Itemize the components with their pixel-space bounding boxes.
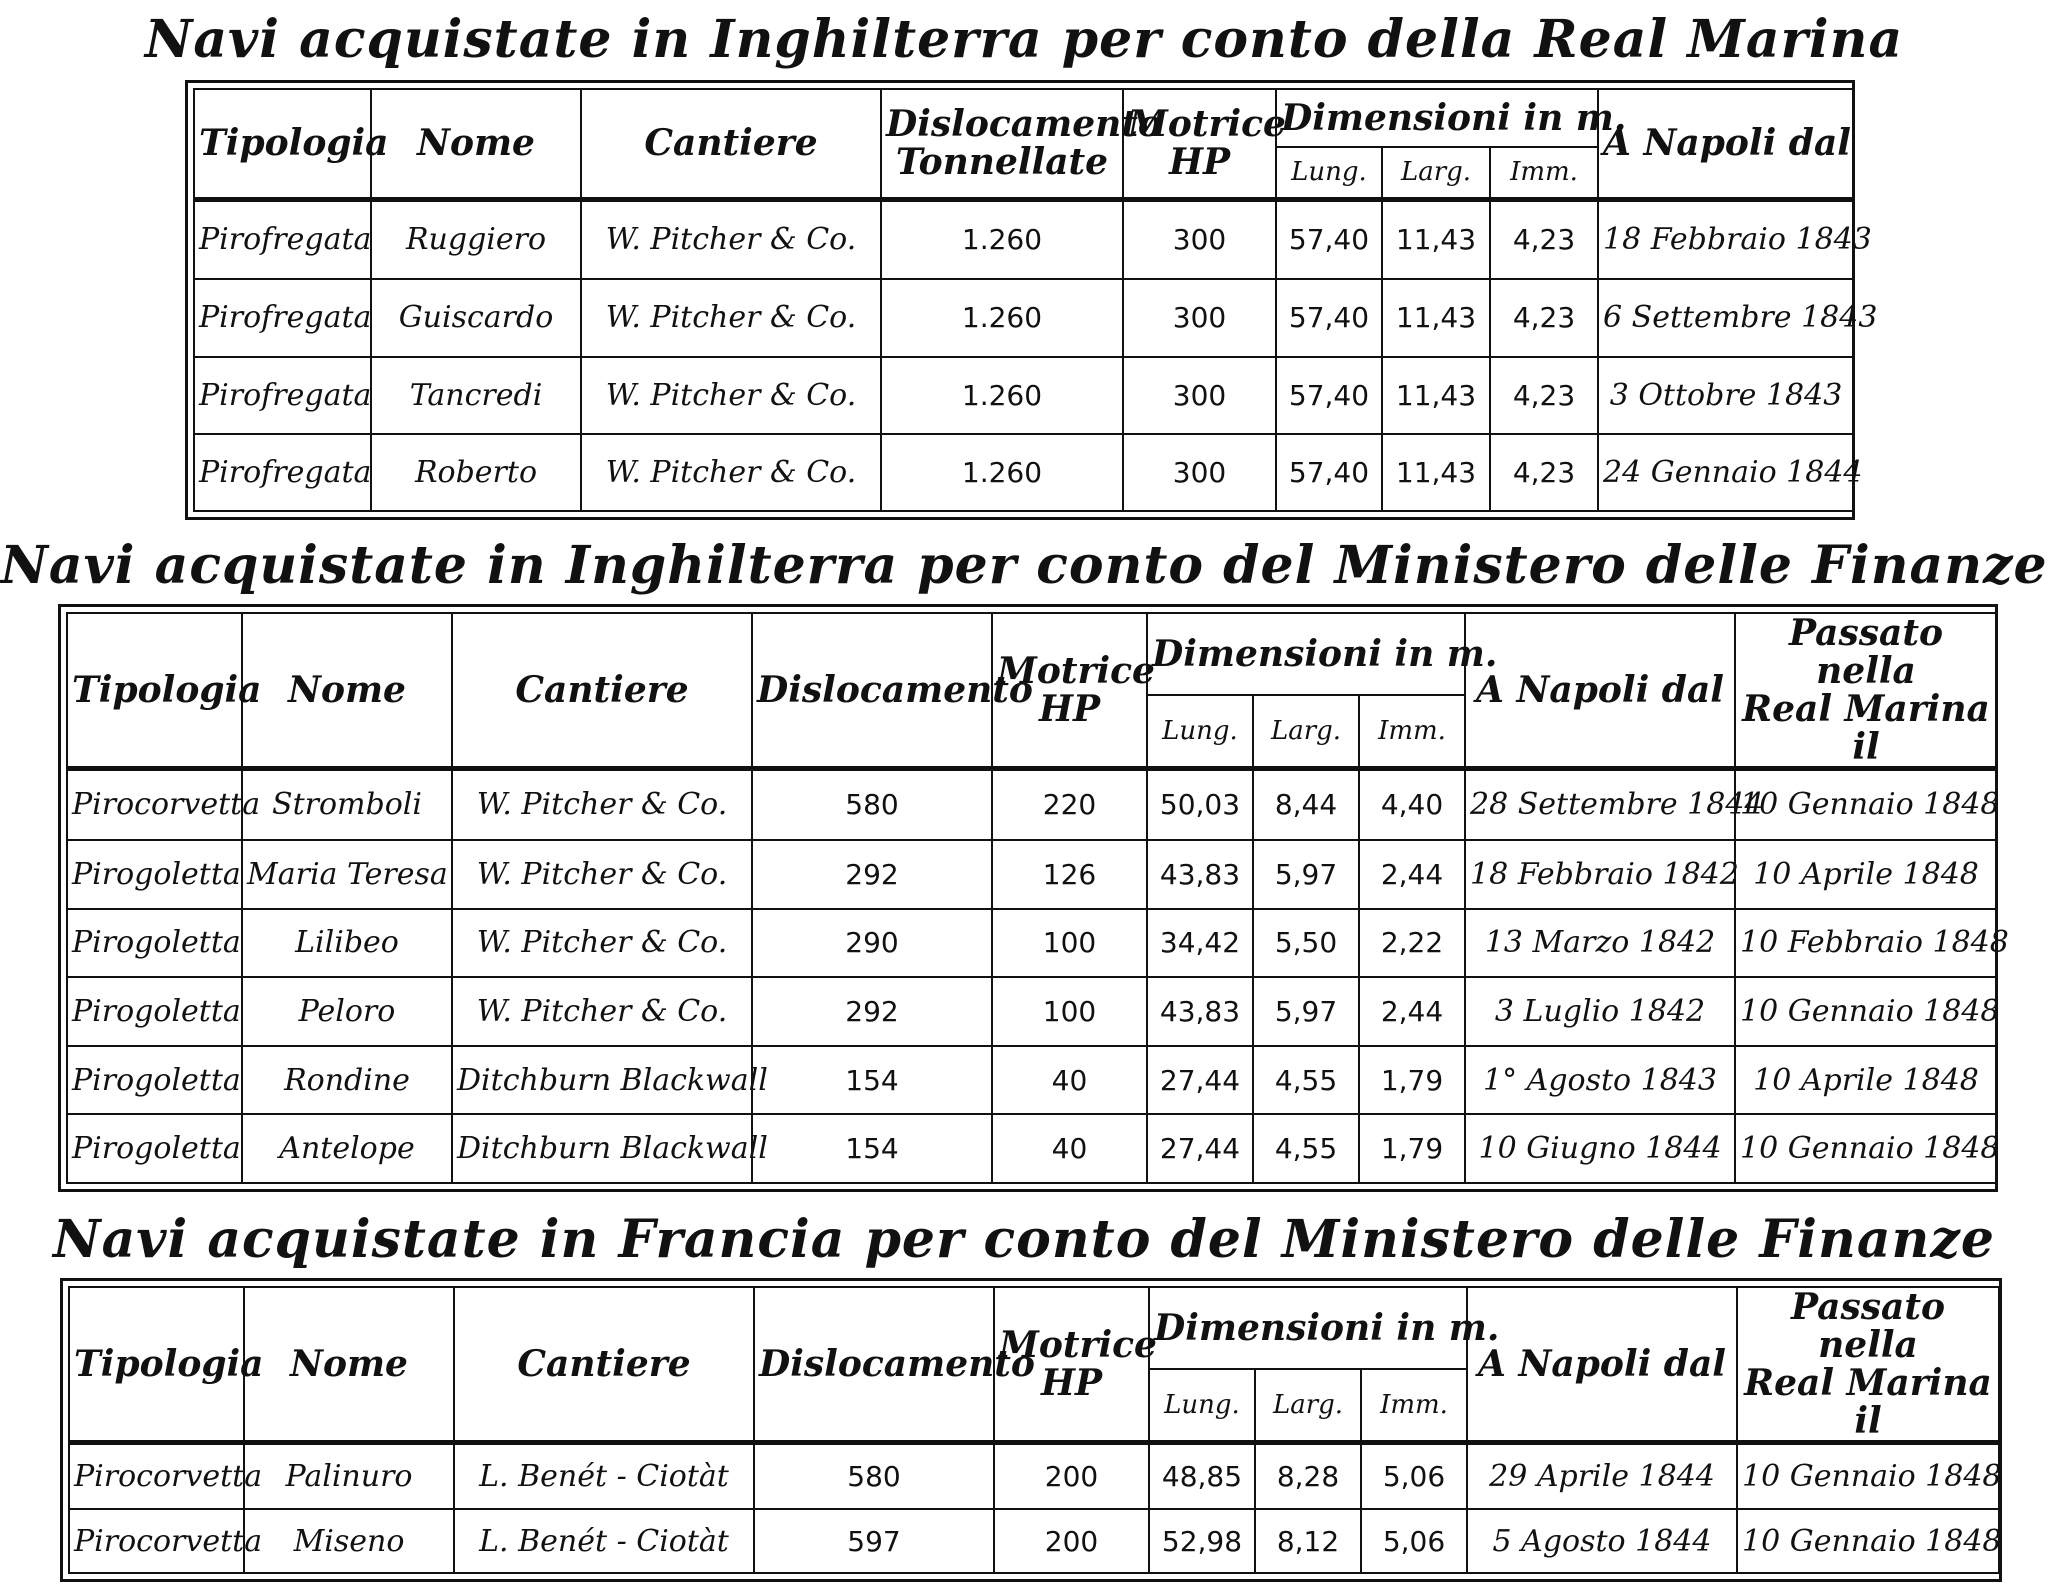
cell-imm: 5,06 xyxy=(1361,1509,1467,1573)
header-imm: Imm. xyxy=(1359,695,1465,768)
cell-larg: 5,97 xyxy=(1253,977,1359,1046)
cell-passato: 10 Febbraio 1848 xyxy=(1735,909,1997,978)
cell-lung: 57,40 xyxy=(1276,434,1382,511)
header-nome: Nome xyxy=(242,613,452,769)
cell-imm: 4,23 xyxy=(1490,279,1598,356)
cell-imm: 1,79 xyxy=(1359,1046,1465,1115)
header-nome: Nome xyxy=(371,89,581,199)
cell-napoli: 3 Luglio 1842 xyxy=(1465,977,1735,1046)
cell-hp: 300 xyxy=(1123,199,1276,279)
cell-dislocamento: 292 xyxy=(752,840,992,909)
header-cantiere: Cantiere xyxy=(581,89,881,199)
cell-napoli: 1° Agosto 1843 xyxy=(1465,1046,1735,1115)
cell-tipologia: Pirocorvetta xyxy=(69,1443,244,1510)
header-napoli: A Napoli dal xyxy=(1465,613,1735,769)
cell-hp: 300 xyxy=(1123,279,1276,356)
cell-passato: 10 Gennaio 1848 xyxy=(1735,769,1997,840)
header-passato-line2: Real Marina il xyxy=(1742,688,1990,768)
cell-imm: 4,23 xyxy=(1490,434,1598,511)
cell-lung: 43,83 xyxy=(1147,840,1253,909)
header-nome: Nome xyxy=(244,1287,454,1443)
cell-dislocamento: 154 xyxy=(752,1046,992,1115)
cell-passato: 10 Aprile 1848 xyxy=(1735,840,1997,909)
cell-larg: 8,44 xyxy=(1253,769,1359,840)
cell-cantiere: W. Pitcher & Co. xyxy=(452,769,752,840)
header-motrice xyxy=(1123,89,1286,199)
header-passato-line1: Passato nella xyxy=(1789,612,1943,692)
cell-imm: 1,79 xyxy=(1359,1114,1465,1183)
cell-dislocamento: 290 xyxy=(752,909,992,978)
table-row xyxy=(194,357,1854,434)
cell-lung: 34,42 xyxy=(1147,909,1253,978)
cell-nome: Tancredi xyxy=(371,357,581,434)
table-row xyxy=(67,1114,1997,1183)
table-row xyxy=(194,199,1854,279)
cell-imm: 4,23 xyxy=(1490,199,1598,279)
cell-larg: 5,97 xyxy=(1253,840,1359,909)
cell-napoli: 13 Marzo 1842 xyxy=(1465,909,1735,978)
cell-napoli: 10 Giugno 1844 xyxy=(1465,1114,1735,1183)
cell-cantiere: W. Pitcher & Co. xyxy=(452,977,752,1046)
cell-cantiere: L. Benét - Ciotàt xyxy=(454,1509,754,1573)
header-imm: Imm. xyxy=(1490,147,1598,199)
cell-imm: 5,06 xyxy=(1361,1443,1467,1510)
cell-passato: 10 Gennaio 1848 xyxy=(1735,1114,1997,1183)
header-napoli: A Napoli dal xyxy=(1467,1287,1737,1443)
cell-napoli: 29 Aprile 1844 xyxy=(1467,1443,1737,1510)
cell-cantiere: W. Pitcher & Co. xyxy=(452,909,752,978)
cell-larg: 11,43 xyxy=(1382,357,1490,434)
header-larg: Larg. xyxy=(1255,1369,1361,1442)
header-motrice-line1: Motrice xyxy=(999,1324,1157,1366)
cell-hp: 40 xyxy=(992,1046,1147,1115)
cell-imm: 2,44 xyxy=(1359,977,1465,1046)
cell-lung: 48,85 xyxy=(1149,1443,1255,1510)
cell-nome: Miseno xyxy=(244,1509,454,1573)
cell-tipologia: Pirogoletta xyxy=(67,1046,242,1115)
cell-hp: 300 xyxy=(1123,357,1276,434)
header-passato xyxy=(1737,1287,1999,1443)
header-dislocamento xyxy=(881,89,1162,199)
header-motrice-line1: Motrice xyxy=(997,650,1155,692)
cell-napoli: 6 Settembre 1843 xyxy=(1598,279,1854,356)
cell-tipologia: Pirogoletta xyxy=(67,977,242,1046)
cell-lung: 43,83 xyxy=(1147,977,1253,1046)
cell-cantiere: Ditchburn Blackwall xyxy=(452,1046,752,1115)
table-row xyxy=(67,1046,1997,1115)
header-lung: Lung. xyxy=(1149,1369,1255,1442)
table-row xyxy=(67,840,1997,909)
header-cantiere: Cantiere xyxy=(454,1287,754,1443)
cell-tipologia: Pirocorvetta xyxy=(69,1509,244,1573)
cell-larg: 5,50 xyxy=(1253,909,1359,978)
table-3-title: Navi acquistate in Francia per conto del Ministero delle Finanze xyxy=(53,1209,1995,1270)
cell-lung: 57,40 xyxy=(1276,279,1382,356)
cell-nome: Roberto xyxy=(371,434,581,511)
cell-napoli: 5 Agosto 1844 xyxy=(1467,1509,1737,1573)
table-2-header-row xyxy=(67,613,1997,695)
cell-imm: 2,44 xyxy=(1359,840,1465,909)
cell-napoli: 3 Ottobre 1843 xyxy=(1598,357,1854,434)
cell-cantiere: W. Pitcher & Co. xyxy=(581,434,881,511)
cell-napoli: 18 Febbraio 1843 xyxy=(1598,199,1854,279)
cell-larg: 11,43 xyxy=(1382,279,1490,356)
table-3-header-row xyxy=(69,1287,1999,1369)
cell-dislocamento: 1.260 xyxy=(881,357,1123,434)
cell-tipologia: Pirocorvetta xyxy=(67,769,242,840)
cell-dislocamento: 154 xyxy=(752,1114,992,1183)
header-larg: Larg. xyxy=(1382,147,1490,199)
cell-tipologia: Pirofregata xyxy=(194,279,371,356)
cell-imm: 4,40 xyxy=(1359,769,1465,840)
cell-cantiere: W. Pitcher & Co. xyxy=(452,840,752,909)
table-1 xyxy=(185,80,1878,520)
cell-cantiere: Ditchburn Blackwall xyxy=(452,1114,752,1183)
header-passato-line2: Real Marina il xyxy=(1744,1362,1992,1442)
header-passato-line1: Passato nella xyxy=(1791,1286,1945,1366)
header-lung: Lung. xyxy=(1276,147,1382,199)
cell-tipologia: Pirogoletta xyxy=(67,909,242,978)
cell-lung: 57,40 xyxy=(1276,357,1382,434)
header-dislocamento: Dislocamento xyxy=(754,1287,994,1443)
cell-tipologia: Pirofregata xyxy=(194,434,371,511)
cell-larg: 11,43 xyxy=(1382,199,1490,279)
cell-nome: Rondine xyxy=(242,1046,452,1115)
header-motrice-line2: HP xyxy=(1038,688,1101,730)
table-row xyxy=(194,434,1854,511)
cell-napoli: 18 Febbraio 1842 xyxy=(1465,840,1735,909)
cell-nome: Palinuro xyxy=(244,1443,454,1510)
cell-tipologia: Pirofregata xyxy=(194,357,371,434)
cell-dislocamento: 1.260 xyxy=(881,199,1123,279)
table-1-header-row xyxy=(194,89,1854,147)
cell-passato: 10 Gennaio 1848 xyxy=(1737,1443,1999,1510)
cell-dislocamento: 580 xyxy=(754,1443,994,1510)
cell-nome: Lilibeo xyxy=(242,909,452,978)
cell-larg: 11,43 xyxy=(1382,434,1490,511)
cell-dislocamento: 1.260 xyxy=(881,279,1123,356)
cell-nome: Antelope xyxy=(242,1114,452,1183)
cell-cantiere: W. Pitcher & Co. xyxy=(581,199,881,279)
cell-larg: 4,55 xyxy=(1253,1046,1359,1115)
cell-napoli: 24 Gennaio 1844 xyxy=(1598,434,1854,511)
table-2-title: Navi acquistate in Inghilterra per conto del Ministero delle Finanze xyxy=(0,535,2048,596)
cell-nome: Ruggiero xyxy=(371,199,581,279)
cell-hp: 200 xyxy=(994,1509,1149,1573)
table-row xyxy=(67,909,1997,978)
cell-imm: 4,23 xyxy=(1490,357,1598,434)
header-dislocamento-line2: Tonnellate xyxy=(895,141,1109,184)
cell-lung: 52,98 xyxy=(1149,1509,1255,1573)
cell-dislocamento: 580 xyxy=(752,769,992,840)
cell-lung: 50,03 xyxy=(1147,769,1253,840)
cell-hp: 200 xyxy=(994,1443,1149,1510)
header-motrice-line2: HP xyxy=(1040,1362,1103,1404)
header-lung: Lung. xyxy=(1147,695,1253,768)
cell-nome: Guiscardo xyxy=(371,279,581,356)
table-row xyxy=(67,769,1997,840)
cell-tipologia: Pirofregata xyxy=(194,199,371,279)
header-motrice xyxy=(994,1287,1157,1443)
header-motrice-line1: Motrice xyxy=(1128,103,1286,146)
table-2 xyxy=(58,604,2009,1192)
header-tipologia: Tipologia xyxy=(67,613,242,769)
header-dimensioni: Dimensioni in m. xyxy=(1149,1287,1467,1369)
header-imm: Imm. xyxy=(1361,1369,1467,1442)
cell-dislocamento: 597 xyxy=(754,1509,994,1573)
table-row xyxy=(69,1509,1999,1573)
header-napoli: A Napoli dal xyxy=(1598,89,1854,199)
cell-larg: 4,55 xyxy=(1253,1114,1359,1183)
header-motrice xyxy=(992,613,1155,769)
cell-dislocamento: 1.260 xyxy=(881,434,1123,511)
table-1-title: Navi acquistate in Inghilterra per conto della Real Marina xyxy=(144,9,1904,70)
cell-larg: 8,28 xyxy=(1255,1443,1361,1510)
cell-larg: 8,12 xyxy=(1255,1509,1361,1573)
cell-dislocamento: 292 xyxy=(752,977,992,1046)
cell-napoli: 28 Settembre 1844 xyxy=(1465,769,1735,840)
table-row xyxy=(67,977,1997,1046)
header-dimensioni: Dimensioni in m. xyxy=(1147,613,1465,695)
cell-lung: 27,44 xyxy=(1147,1114,1253,1183)
cell-tipologia: Pirogoletta xyxy=(67,1114,242,1183)
cell-hp: 300 xyxy=(1123,434,1276,511)
cell-hp: 100 xyxy=(992,977,1147,1046)
cell-passato: 10 Gennaio 1848 xyxy=(1735,977,1997,1046)
cell-hp: 40 xyxy=(992,1114,1147,1183)
header-dislocamento: Dislocamento xyxy=(752,613,992,769)
table-row xyxy=(194,279,1854,356)
cell-cantiere: W. Pitcher & Co. xyxy=(581,279,881,356)
table-row xyxy=(69,1443,1999,1510)
cell-hp: 126 xyxy=(992,840,1147,909)
cell-cantiere: W. Pitcher & Co. xyxy=(581,357,881,434)
header-passato xyxy=(1735,613,1997,769)
cell-nome: Maria Teresa xyxy=(242,840,452,909)
header-tipologia: Tipologia xyxy=(69,1287,244,1443)
header-larg: Larg. xyxy=(1253,695,1359,768)
cell-nome: Peloro xyxy=(242,977,452,1046)
cell-hp: 100 xyxy=(992,909,1147,978)
cell-cantiere: L. Benét - Ciotàt xyxy=(454,1443,754,1510)
cell-nome: Stromboli xyxy=(242,769,452,840)
cell-lung: 27,44 xyxy=(1147,1046,1253,1115)
table-3 xyxy=(60,1278,2002,1582)
cell-hp: 220 xyxy=(992,769,1147,840)
header-dimensioni: Dimensioni in m. xyxy=(1276,89,1598,147)
cell-passato: 10 Aprile 1848 xyxy=(1735,1046,1997,1115)
header-cantiere: Cantiere xyxy=(452,613,752,769)
header-motrice-line2: HP xyxy=(1168,141,1231,184)
header-dislocamento-line1: Dislocamento xyxy=(886,103,1162,146)
cell-tipologia: Pirogoletta xyxy=(67,840,242,909)
cell-passato: 10 Gennaio 1848 xyxy=(1737,1509,1999,1573)
header-tipologia: Tipologia xyxy=(194,89,371,199)
cell-lung: 57,40 xyxy=(1276,199,1382,279)
cell-imm: 2,22 xyxy=(1359,909,1465,978)
